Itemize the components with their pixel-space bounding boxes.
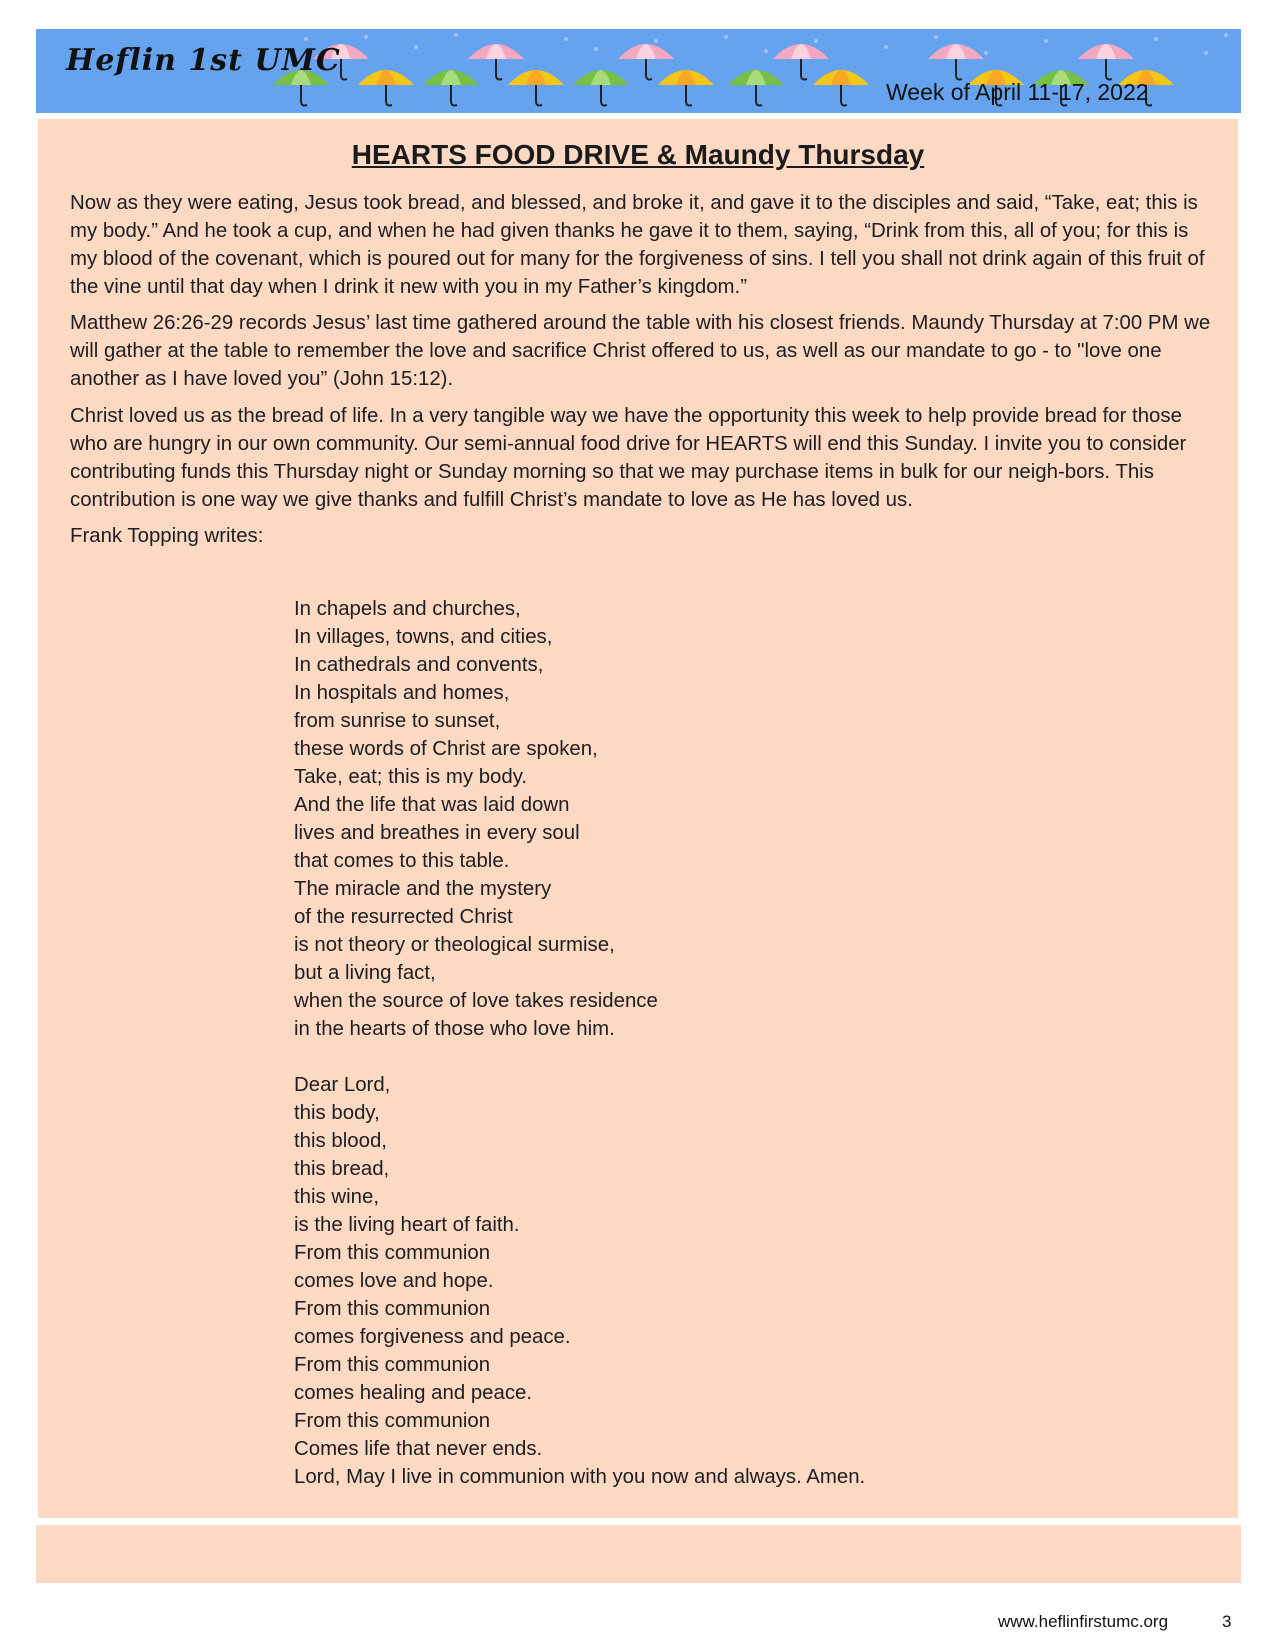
poem-line: The miracle and the mystery: [294, 878, 552, 900]
poem-line: this body,: [294, 1102, 380, 1124]
poem-line: when the source of love takes residence: [294, 990, 658, 1012]
poem-line: in the hearts of those who love him.: [294, 1018, 615, 1040]
poem-line: from sunrise to sunset,: [294, 710, 501, 732]
poem-line: is the living heart of faith.: [294, 1214, 520, 1236]
umbrella-yellow-3: [658, 70, 714, 106]
umbrella-green-3: [573, 70, 629, 106]
umbrella-pink-6: [1078, 44, 1134, 80]
maundy-thursday-paragraph: Matthew 26:26-29 records Jesus’ last time gathered around the table with his closest friends. Maundy Thursday at 7:00 PM we will gather at the table to remember the love and sacrifice Christ offered to us, as well as our mandate to go - to "love one another as I have loved you” (John 15:12).: [70, 312, 1211, 390]
poem-line: In chapels and churches,: [294, 598, 521, 620]
umbrella-yellow-2: [508, 70, 564, 106]
poem-line: In villages, towns, and cities,: [294, 626, 553, 648]
poem-line: comes forgiveness and peace.: [294, 1326, 571, 1348]
poem-line: In hospitals and homes,: [294, 682, 510, 704]
poem-line: Take, eat; this is my body.: [294, 766, 528, 788]
umbrella-pink-2: [468, 44, 524, 80]
poem-line: but a living fact,: [294, 962, 436, 984]
header-banner: [36, 29, 1241, 113]
poem-line: comes love and hope.: [294, 1270, 494, 1292]
poem: [294, 595, 1094, 1491]
scripture-paragraph: Now as they were eating, Jesus took bread, and blessed, and broke it, and gave it to the disciples and said, “Take, eat; this is my body.” And he took a cup, and when he had given thanks he gave it to them, saying, “Drink from this, all of you; for this is my blood of the covenant, which is poured out for many for the forgiveness of sins. I tell you shall not drink again of this fruit of the vine until that day when I drink it new with you in my Father’s kingdom.”: [70, 192, 1205, 298]
attribution-line: Frank Topping writes:: [70, 525, 264, 547]
poem-line: Lord, May I live in communion with you now and always. Amen.: [294, 1466, 866, 1488]
umbrella-green-4: [728, 70, 784, 106]
poem-line: is not theory or theological surmise,: [294, 934, 615, 956]
article-panel: [38, 119, 1238, 1518]
umbrella-yellow-4: [813, 70, 869, 106]
umbrella-yellow-1: [358, 70, 414, 106]
bottom-panel: [36, 1525, 1241, 1583]
poem-line: lives and breathes in every soul: [294, 822, 580, 844]
poem-line: [294, 1043, 1094, 1071]
poem-line: From this communion: [294, 1410, 491, 1432]
poem-line: this wine,: [294, 1186, 379, 1208]
week-date: Week of April 11-17, 2022: [886, 79, 1149, 105]
umbrella-pink-5: [928, 44, 984, 80]
poem-line: From this communion: [294, 1298, 491, 1320]
umbrella-pink-3: [618, 44, 674, 80]
poem-line: From this communion: [294, 1354, 491, 1376]
poem-line: In cathedrals and convents,: [294, 654, 544, 676]
food-drive-paragraph: Christ loved us as the bread of life. In a very tangible way we have the opportunity this week to help provide bread for those who are hungry in our own community. Our semi-annual food drive for HEARTS will end this Sunday. I invite you to consider contributing funds this Thursday night or Sunday morning so that we may purchase items in bulk for our neigh-bors. This contribution is one way we give thanks and fulfill Christ’s mandate to love as He has loved us.: [70, 405, 1187, 511]
umbrella-pink-4: [773, 44, 829, 80]
page-number: 3: [1222, 1612, 1232, 1631]
poem-line: And the life that was laid down: [294, 794, 570, 816]
poem-line: Dear Lord,: [294, 1074, 391, 1096]
poem-line: From this communion: [294, 1242, 491, 1264]
poem-line: that comes to this table.: [294, 850, 510, 872]
poem-line: these words of Christ are spoken,: [294, 738, 598, 760]
poem-line: this bread,: [294, 1158, 390, 1180]
poem-line: of the resurrected Christ: [294, 906, 513, 928]
poem-line: Comes life that never ends.: [294, 1438, 543, 1460]
poem-line: comes healing and peace.: [294, 1382, 533, 1404]
poem-line: this blood,: [294, 1130, 387, 1152]
church-logo: Heflin 1st UMC: [66, 43, 341, 78]
umbrella-green-2: [423, 70, 479, 106]
footer-website: www.heflinfirstumc.org: [998, 1612, 1169, 1631]
article-title: HEARTS FOOD DRIVE & Maundy Thursday: [351, 139, 925, 170]
